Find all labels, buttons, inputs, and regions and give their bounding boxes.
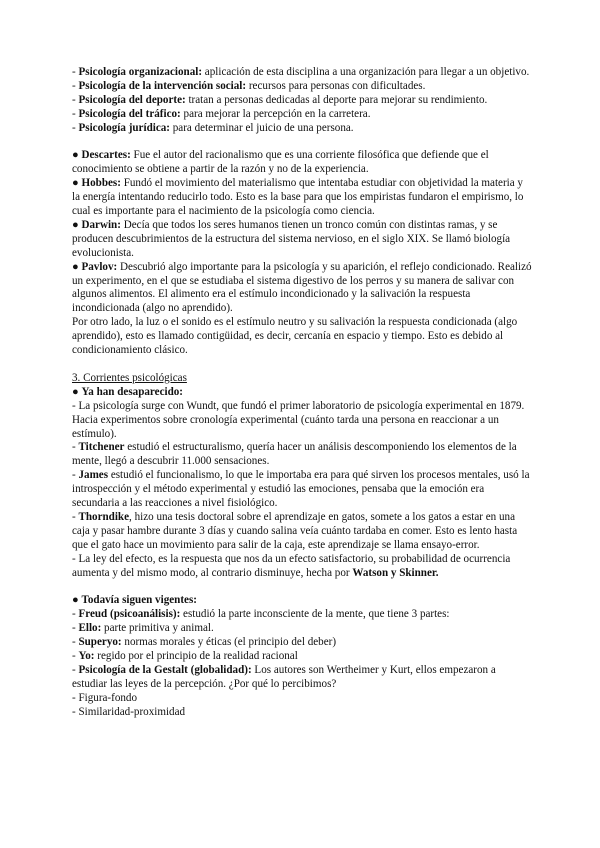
author-text: Decía que todos los seres humanos tienen un tronco común con distintas ramas, y se producen descubrimientos de la estructura del sistema nervioso, en el siglo XIX. Se llamó biología evolucionista. <box>72 218 511 259</box>
law-figura-fondo: - Figura-fondo <box>72 691 138 704</box>
area-label: Psicología del tráfico: <box>78 107 181 120</box>
author-text: Fundó el movimiento del materialismo que intentaba estudiar con objetividad la materia y la energía intentando reducirlo todo. Esto es la base para que los empiristas fundaron el empirismo, lo cual es importante para el nacimiento de la psicología como ciencia. <box>72 177 524 218</box>
author-item-hobbes: ● Hobbes: Fundó el movimiento del materialismo que intentaba estudiar con objetividad la materia y la energía intentando reducirlo todo. Esto es la base para que los empiristas fundaron el empirismo, lo cual es importante para el nacimiento de la psicología como ciencia. <box>72 177 524 218</box>
area-item: - Psicología jurídica: para determinar el juicio de una persona. <box>72 121 354 134</box>
area-text: para mejorar la percepción en la carretera. <box>180 107 371 120</box>
area-label: Psicología jurídica: <box>78 121 170 134</box>
wundt-item: - La psicología surge con Wundt, que fundó el primer laboratorio de psicología experimental en 1879. Hacia experimentos sobre cronología experimental (cuánto tarda una persona en reaccionar a un estímulo). <box>72 399 525 440</box>
james-item: - James estudió el funcionalismo, lo que le importaba era para qué sirven los procesos mentales, usó la introspección y el método experimental y estudió las emociones, pensaba que la emoción era secundaria a las reacciones a nivel fisiológico. <box>72 469 530 510</box>
area-text: recursos para personas con dificultades. <box>246 79 426 92</box>
document-page <box>72 66 532 720</box>
area-text: tratan a personas dedicadas al deporte para mejorar su rendimiento. <box>185 93 488 106</box>
author-name: Descartes: <box>81 149 131 162</box>
author-item-darwin: ● Darwin: Decía que todos los seres humanos tienen un tronco común con distintas ramas, y se producen descubrimientos de la estructura del sistema nervioso, en el siglo XIX. Se llamó biología evolucionista. <box>72 218 511 259</box>
extinct-heading: ● Ya han desaparecido: <box>72 385 183 398</box>
area-item: - Psicología organizacional: aplicación de esta disciplina a una organización para llegar a un objetivo. <box>72 66 530 78</box>
author-item-pavlov: ● Pavlov: Descubrió algo importante para la psicología y su aparición, el reflejo condicionado. Realizó un experimento, en el que se estudiaba el sistema digestivo de los perros y su manera de salivar con algunos alimentos. El alimento era el estímulo incondicionado y la salivación la respuesta incondicionada (algo no aprendido). <box>72 260 532 315</box>
freud-item: - Freud (psicoanálisis): estudió la parte inconsciente de la mente, que tiene 3 partes: <box>72 608 450 621</box>
superyo-item: - Superyo: normas morales y éticas (el principio del deber) <box>72 636 337 649</box>
author-text: Descubrió algo importante para la psicología y su aparición, el reflejo condicionado. Realizó un experimento, en el que se estudiaba el sistema digestivo de los perros y su manera de salivar con algunos alimentos. El alimento era el estímulo incondicionado y la salivación la respuesta incondicionada (algo no aprendido). <box>72 260 532 315</box>
current-heading: ● Todavía siguen vigentes: <box>72 594 197 607</box>
effect-item: - La ley del efecto, es la respuesta que nos da un efecto satisfactorio, su probabilidad de ocurrencia aumenta y del mismo modo, al contrario disminuye, hecha por Watson y Skinner. <box>72 552 511 579</box>
ello-item: - Ello: parte primitiva y animal. <box>72 622 214 635</box>
gestalt-item: - Psicología de la Gestalt (globalidad): Los autores son Wertheimer y Kurt, ellos empezaron a estudiar las leyes de la percepción. ¿Por qué lo percibimos? <box>72 663 496 690</box>
thorndike-item: - Thorndike, hizo una tesis doctoral sobre el aprendizaje en gatos, somete a los gatos a estar en una caja y pasar hambre durante 3 días y cuando salina veía cuánto tardaba en comer. Esto es lento hasta que el gato hace un movimiento para salir de la caja, este aprendizaje se llama ensayo-error. <box>72 510 518 551</box>
section-title: 3. Corrientes psicológicas <box>72 371 187 384</box>
titchener-item: - Titchener estudió el estructuralismo, quería hacer un análisis descomponiendo los elementos de la mente, llegó a descubrir 11.000 sensaciones. <box>72 441 517 468</box>
law-similaridad-proximidad: - Similaridad-proximidad <box>72 705 186 718</box>
author-name: Darwin: <box>81 218 121 231</box>
area-item: - Psicología del tráfico: para mejorar la percepción en la carretera. <box>72 107 371 120</box>
area-label: Psicología de la intervención social: <box>78 79 247 92</box>
yo-item: - Yo: regido por el principio de la realidad racional <box>72 650 298 663</box>
area-text: para determinar el juicio de una persona. <box>169 121 354 134</box>
area-text: aplicación de esta disciplina a una organización para llegar a un objetivo. <box>202 66 530 78</box>
author-name: Pavlov: <box>81 260 118 273</box>
area-item: - Psicología de la intervención social: recursos para personas con dificultades. <box>72 79 426 92</box>
author-text: Fue el autor del racionalismo que es una corriente filosófica que defiende que el conocimiento se obtiene a partir de la razón y no de la experiencia. <box>72 149 489 176</box>
area-label: Psicología organizacional: <box>78 66 203 78</box>
pavlov-extra: Por otro lado, la luz o el sonido es el estímulo neutro y su salivación la respuesta condicionada (algo aprendido), esto es llamado contigüidad, es decir, cercanía en espacio y tiempo. Esto es debido al condicionamiento clásico. <box>72 316 518 357</box>
author-item-descartes: ● Descartes: Fue el autor del racionalismo que es una corriente filosófica que defiende que el conocimiento se obtiene a partir de la razón y no de la experiencia. <box>72 149 489 176</box>
area-item: - Psicología del deporte: tratan a personas dedicadas al deporte para mejorar su rendimiento. <box>72 93 488 106</box>
area-label: Psicología del deporte: <box>78 93 186 106</box>
author-name: Hobbes: <box>81 177 121 190</box>
